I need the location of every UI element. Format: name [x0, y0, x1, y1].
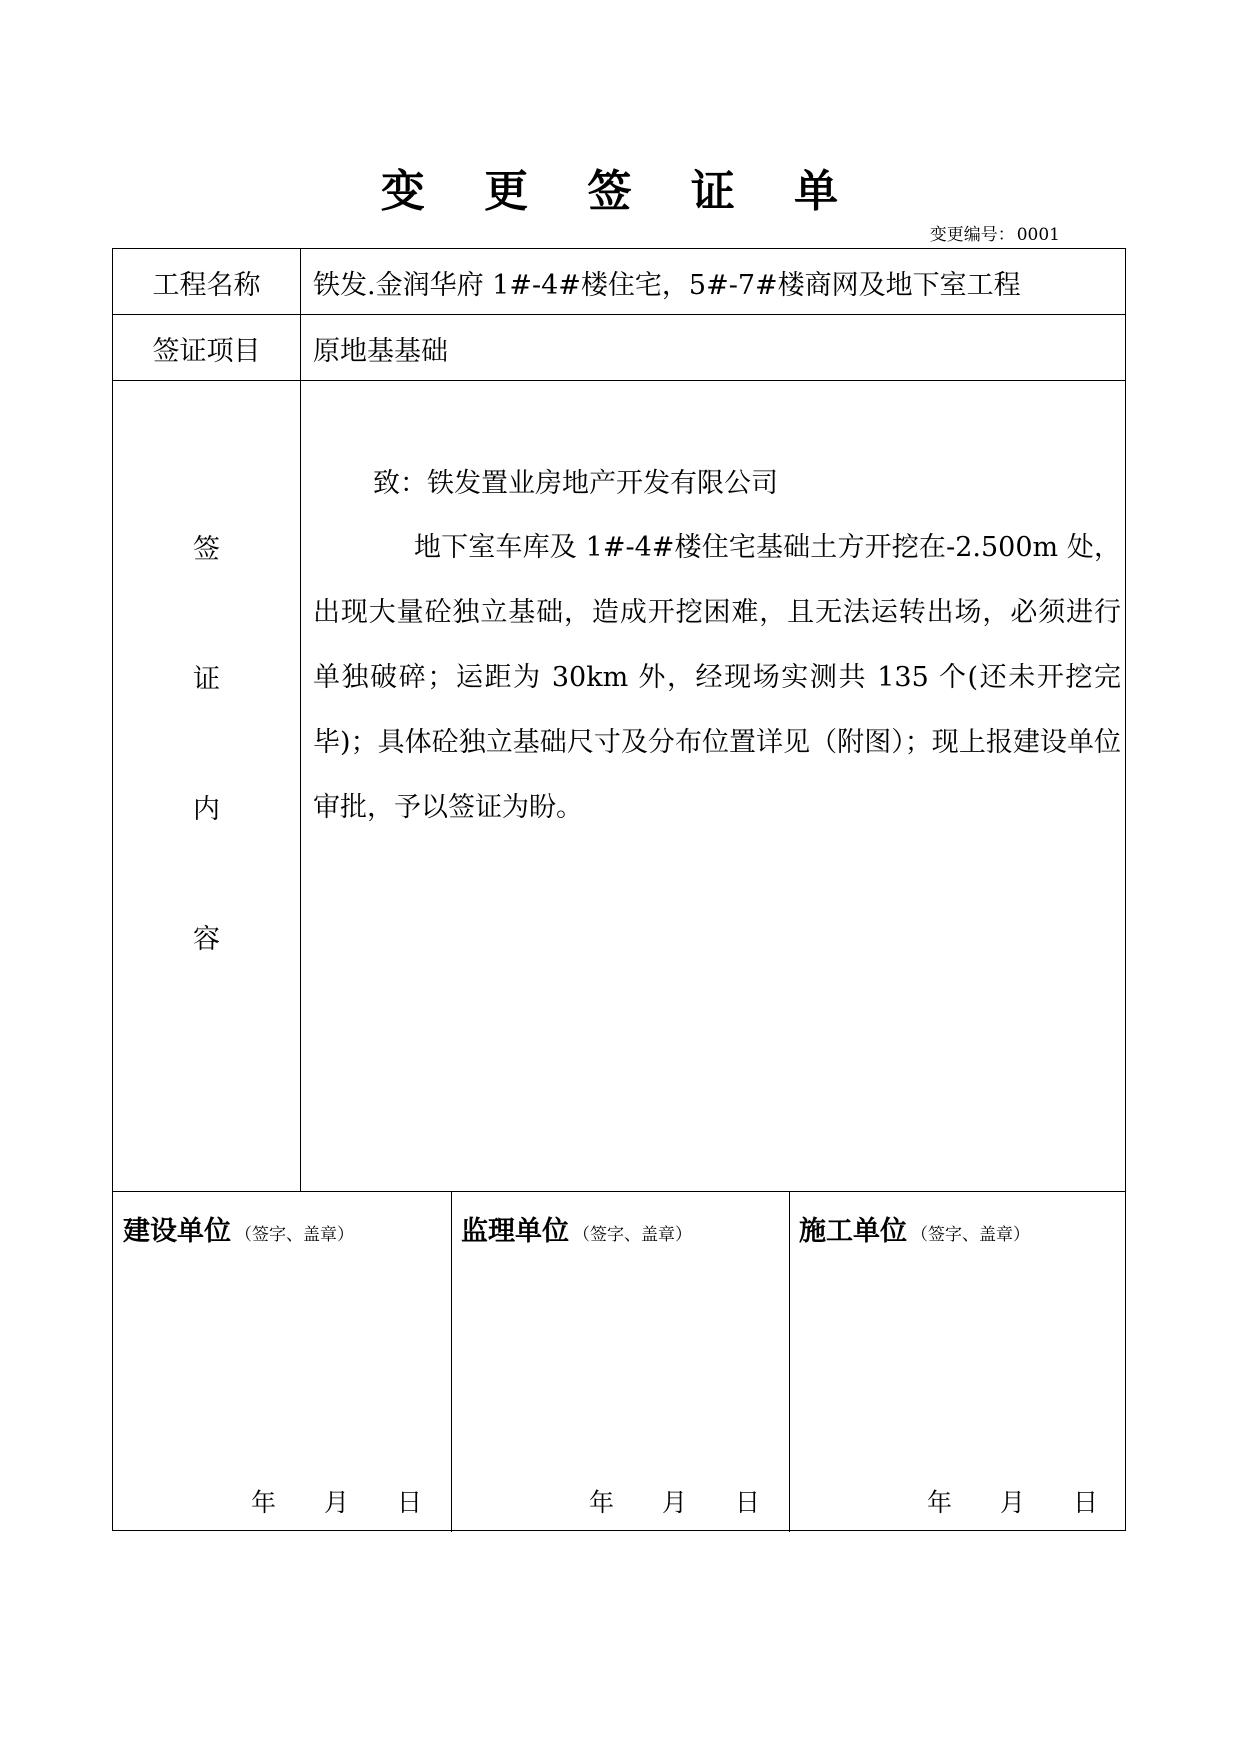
- supervision-unit-date: [589, 1483, 760, 1519]
- content-label-char: 内: [193, 794, 220, 825]
- date-month: 月: [324, 1488, 350, 1517]
- content-label-char: 签: [193, 534, 220, 565]
- date-year: 年: [927, 1488, 953, 1517]
- project-name-value: 铁发.金润华府 1#-4#楼住宅，5#-7#楼商网及地下室工程: [313, 270, 1021, 301]
- addressee: 致：铁发置业房地产开发有限公司: [373, 468, 778, 499]
- contractor-unit-date: [927, 1483, 1098, 1519]
- content-paragraph: 地下室车库及 1#-4#楼住宅基础土方开挖在-2.500m 处，出现大量砼独立基础，造成开挖困难，且无法运转出场，必须进行单独破碎；运距为 30km 外，经现场实测共 135 个(还未开挖完毕)；具体砼独立基础尺寸及分布位置详见（附图）；现上报建设单位审批，予以签证为盼。: [313, 532, 1121, 823]
- unit-name: 监理单位: [461, 1216, 569, 1247]
- construction-unit-date: [251, 1483, 422, 1519]
- date-year: 年: [589, 1488, 615, 1517]
- date-month: 月: [1000, 1488, 1026, 1517]
- column-divider: [451, 1191, 452, 1532]
- unit-hint: （签字、盖章）: [573, 1225, 692, 1245]
- column-divider: [300, 249, 301, 1191]
- date-day: 日: [397, 1488, 423, 1517]
- row-divider: [113, 314, 1125, 315]
- change-number: [900, 220, 1060, 245]
- document-title: 变 更 签 证 单: [380, 166, 861, 217]
- column-divider: [789, 1191, 790, 1532]
- change-number-label: 变更编号：: [929, 225, 1015, 245]
- date-year: 年: [251, 1488, 277, 1517]
- contractor-unit-heading: [799, 1209, 1030, 1248]
- row-divider: [113, 1191, 1125, 1192]
- project-name-label: 工程名称: [152, 270, 261, 301]
- visa-form-table: [112, 248, 1126, 1531]
- date-day: 日: [1073, 1488, 1099, 1517]
- content-label-char: 容: [193, 924, 220, 955]
- unit-hint: （签字、盖章）: [911, 1225, 1030, 1245]
- supervision-unit-heading: [461, 1209, 692, 1248]
- unit-hint: （签字、盖章）: [235, 1225, 354, 1245]
- visa-item-label: 签证项目: [152, 336, 261, 367]
- date-day: 日: [735, 1488, 761, 1517]
- unit-name: 建设单位: [123, 1216, 231, 1247]
- construction-unit-heading: [123, 1209, 354, 1248]
- date-month: 月: [662, 1488, 688, 1517]
- visa-item-value: 原地基基础: [313, 336, 448, 367]
- row-divider: [113, 380, 1125, 381]
- unit-name: 施工单位: [799, 1216, 907, 1247]
- change-number-value: 0001: [1016, 225, 1060, 245]
- content-label-char: 证: [193, 664, 220, 695]
